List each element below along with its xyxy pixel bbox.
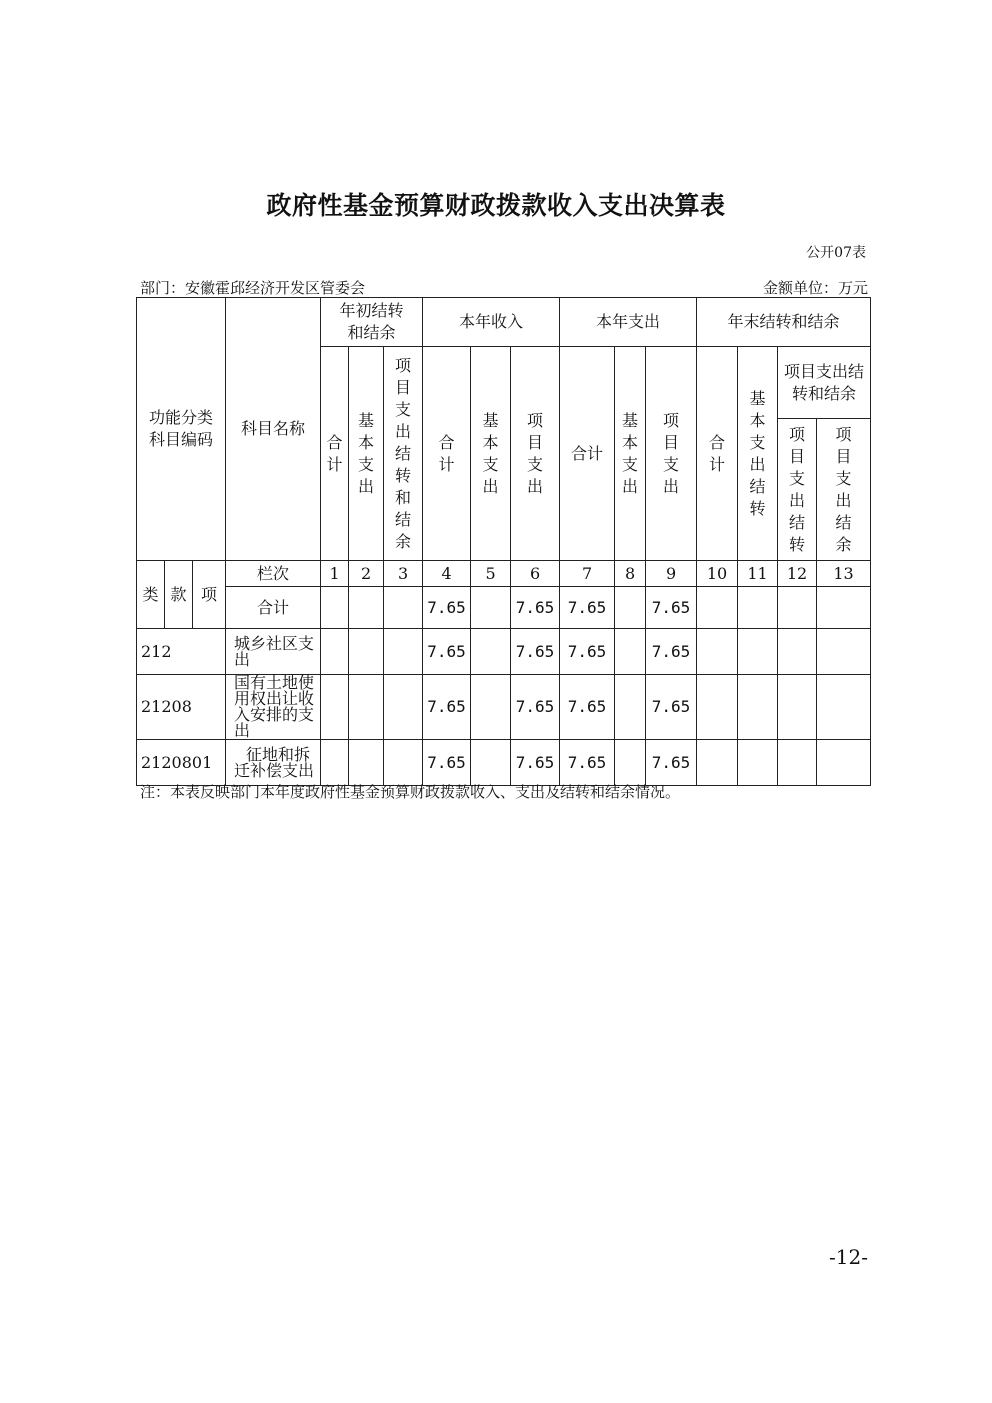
table-cell: 7.65 [423, 675, 471, 740]
col-number: 5 [471, 561, 511, 587]
begin-balance-header: 年初结转和结余 [321, 298, 423, 347]
col-number: 10 [697, 561, 738, 587]
table-cell: 7.65 [423, 629, 471, 675]
table-cell: 7.65 [511, 740, 560, 786]
col-number: 12 [778, 561, 817, 587]
table-cell [471, 675, 511, 740]
end-total-header: 合计 [697, 347, 738, 561]
table-cell [349, 629, 384, 675]
lei-header: 类 [137, 561, 165, 629]
table-cell [615, 675, 646, 740]
expenditure-header: 本年支出 [560, 298, 697, 347]
table-cell [471, 587, 511, 629]
table-cell [697, 675, 738, 740]
table-cell [615, 740, 646, 786]
table-cell: 7.65 [646, 629, 697, 675]
income-header: 本年收入 [423, 298, 560, 347]
row-name: 城乡社区支出 [226, 629, 321, 675]
table-note: 注：本表反映部门本年度政府性基金预算财政拨款收入、支出及结转和结余情况。 [140, 783, 681, 801]
table-cell [697, 629, 738, 675]
exp-project-header: 项目支出 [646, 347, 697, 561]
table-cell: 7.65 [423, 740, 471, 786]
table-cell: 7.65 [423, 587, 471, 629]
end-project-balance-header: 项目支出结余 [817, 419, 871, 561]
table-cell [697, 740, 738, 786]
total-row [137, 587, 871, 629]
table-cell [697, 587, 738, 629]
col-number: 3 [384, 561, 423, 587]
table-cell: 7.65 [646, 587, 697, 629]
col-number: 9 [646, 561, 697, 587]
table-row [137, 675, 871, 740]
table-cell: 7.65 [511, 587, 560, 629]
table-cell [817, 587, 871, 629]
row-code: 2120801 [137, 740, 226, 786]
begin-basic-header: 基本支出 [349, 347, 384, 561]
col-number: 2 [349, 561, 384, 587]
table-cell [738, 675, 778, 740]
col-number: 7 [560, 561, 615, 587]
table-cell [738, 629, 778, 675]
row-code: 21208 [137, 675, 226, 740]
page-number: -12- [829, 1245, 868, 1269]
table-cell: 7.65 [646, 675, 697, 740]
col-order-label: 栏次 [226, 561, 321, 587]
end-balance-header: 年末结转和结余 [697, 298, 871, 347]
table-cell [738, 587, 778, 629]
total-label: 合计 [226, 587, 321, 629]
col-number: 8 [615, 561, 646, 587]
table-cell: 7.65 [511, 629, 560, 675]
table-cell: 7.65 [511, 675, 560, 740]
table-cell [321, 629, 349, 675]
row-name: 国有土地使用权出让收入安排的支出 [226, 675, 321, 740]
func-code-header: 功能分类科目编码 [137, 298, 226, 561]
table-cell [738, 740, 778, 786]
table-cell [778, 629, 817, 675]
col-number: 11 [738, 561, 778, 587]
table-number: 公开07表 [806, 245, 866, 261]
table-cell [817, 740, 871, 786]
table-cell [778, 740, 817, 786]
table-cell [384, 675, 423, 740]
column-number-row [137, 561, 871, 587]
kuan-header: 款 [165, 561, 193, 629]
table-cell [778, 675, 817, 740]
exp-basic-header: 基本支出 [615, 347, 646, 561]
table-cell [384, 629, 423, 675]
table-cell [471, 740, 511, 786]
department-label: 部门：安徽霍邱经济开发区管委会 [140, 279, 366, 297]
begin-total-header: 合计 [321, 347, 349, 561]
table-cell [384, 740, 423, 786]
table-cell [384, 587, 423, 629]
table-cell: 7.65 [560, 587, 615, 629]
table-row [137, 629, 871, 675]
table-cell [349, 740, 384, 786]
page-title: 政府性基金预算财政拨款收入支出决算表 [266, 191, 726, 220]
table-row [137, 740, 871, 786]
table-cell [817, 675, 871, 740]
income-project-header: 项目支出 [511, 347, 560, 561]
row-code: 212 [137, 629, 226, 675]
header-row-1 [137, 298, 871, 347]
subject-name-header: 科目名称 [226, 298, 321, 561]
table-cell [615, 587, 646, 629]
xiang-header: 项 [193, 561, 226, 629]
unit-label: 金额单位：万元 [762, 279, 868, 297]
table-cell [321, 587, 349, 629]
col-number: 1 [321, 561, 349, 587]
table-cell [615, 629, 646, 675]
budget-table [136, 297, 871, 786]
col-number: 6 [511, 561, 560, 587]
exp-total-header: 合计 [560, 347, 615, 561]
table-cell [471, 629, 511, 675]
table-cell: 7.65 [560, 675, 615, 740]
table-cell [321, 740, 349, 786]
table-cell [349, 587, 384, 629]
table-cell [321, 675, 349, 740]
table-cell [349, 675, 384, 740]
table-cell: 7.65 [560, 740, 615, 786]
table-cell: 7.65 [646, 740, 697, 786]
table-cell [817, 629, 871, 675]
table-cell [778, 587, 817, 629]
col-number: 4 [423, 561, 471, 587]
col-number: 13 [817, 561, 871, 587]
income-basic-header: 基本支出 [471, 347, 511, 561]
end-project-header: 项目支出结转和结余 [778, 347, 871, 419]
end-basic-header: 基本支出结转 [738, 347, 778, 561]
table-cell: 7.65 [560, 629, 615, 675]
end-project-carry-header: 项目支出结转 [778, 419, 817, 561]
row-name: 征地和拆迁补偿支出 [226, 740, 321, 786]
income-total-header: 合计 [423, 347, 471, 561]
begin-project-header: 项目支出结转和结余 [384, 347, 423, 561]
